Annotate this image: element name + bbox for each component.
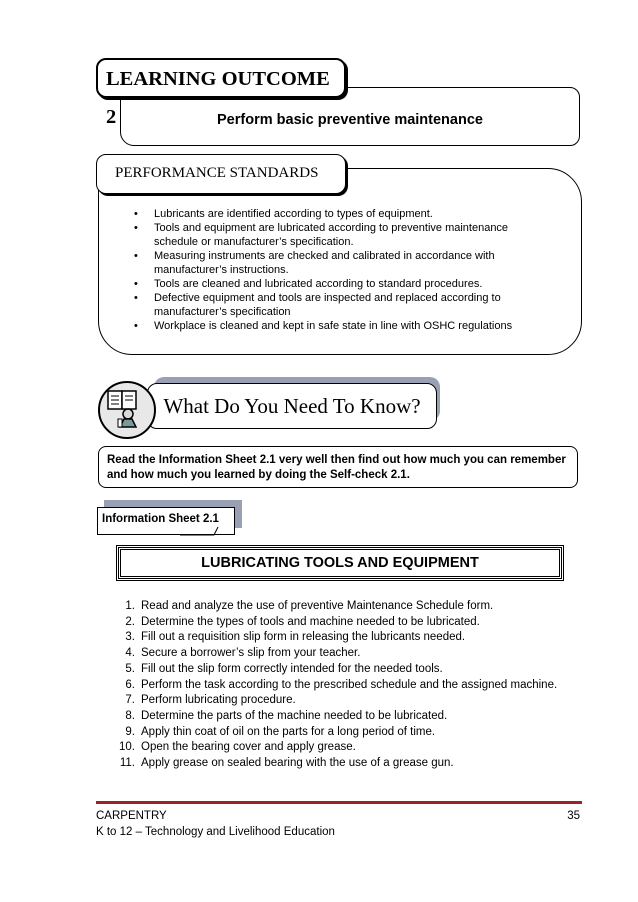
list-item: 3. Fill out a requisition slip form in releasing the lubricants needed.: [125, 631, 466, 644]
learning-outcome-title: LEARNING OUTCOME 2: [96, 58, 346, 98]
what-do-you-need-heading: What Do You Need To Know?: [147, 383, 437, 429]
list-item: • Workplace is cleaned and kept in safe state in line with OSHC regulations: [132, 319, 552, 333]
list-item: 11. Apply grease on sealed bearing with the use of a grease gun.: [119, 757, 454, 770]
list-item: 9. Apply thin coat of oil on the parts for a long period of time.: [125, 725, 436, 738]
list-item: 1. Read and analyze the use of preventive Maintenance Schedule form.: [125, 600, 494, 612]
list-item: • Measuring instruments are checked and calibrated in accordance with manufacturer’s instructions.: [132, 249, 552, 277]
list-item: • Tools and equipment are lubricated according to preventive maintenance schedule or manufacturer’s specification.: [132, 221, 552, 249]
learning-outcome-subtitle: Perform basic preventive maintenance: [217, 112, 483, 128]
section-title: LUBRICATING TOOLS AND EQUIPMENT: [201, 555, 479, 571]
list-item: 5. Fill out the slip form correctly intended for the needed tools.: [125, 662, 443, 675]
list-item: • Defective equipment and tools are inspected and replaced according to manufacturer’s specification: [132, 291, 552, 319]
performance-standards-title: PERFORMANCE STANDARDS: [96, 154, 346, 194]
list-item: • Lubricants are identified according to types of equipment.: [132, 207, 552, 221]
instruction-box: Read the Information Sheet 2.1 very well then find out how much you can remember and how much you learned by doing the Self-check 2.1.: [98, 446, 578, 488]
page-number: 35: [567, 810, 580, 822]
list-item: 6. Perform the task according to the prescribed schedule and the assigned machine.: [125, 678, 558, 691]
list-item: 10. Open the bearing cover and apply grease.: [119, 741, 356, 754]
list-item: 2. Determine the types of tools and machine needed to be lubricated.: [125, 615, 480, 628]
book-reader-icon: [98, 381, 156, 439]
footer-course: K to 12 – Technology and Livelihood Education: [96, 826, 335, 838]
info-sheet-tab-icon: [180, 525, 220, 539]
list-item: 8. Determine the parts of the machine needed to be lubricated.: [125, 709, 448, 722]
steps-list: [113, 599, 583, 772]
list-item: • Tools are cleaned and lubricated according to standard procedures.: [132, 277, 552, 291]
info-sheet-label: Information Sheet 2.1: [97, 507, 235, 535]
footer-rule: [96, 801, 582, 804]
list-item: 7. Perform lubricating procedure.: [125, 694, 296, 707]
footer-subject: CARPENTRY: [96, 810, 167, 822]
performance-standards-list: [132, 207, 552, 333]
list-item: 4. Secure a borrower’s slip from your teacher.: [125, 647, 361, 660]
